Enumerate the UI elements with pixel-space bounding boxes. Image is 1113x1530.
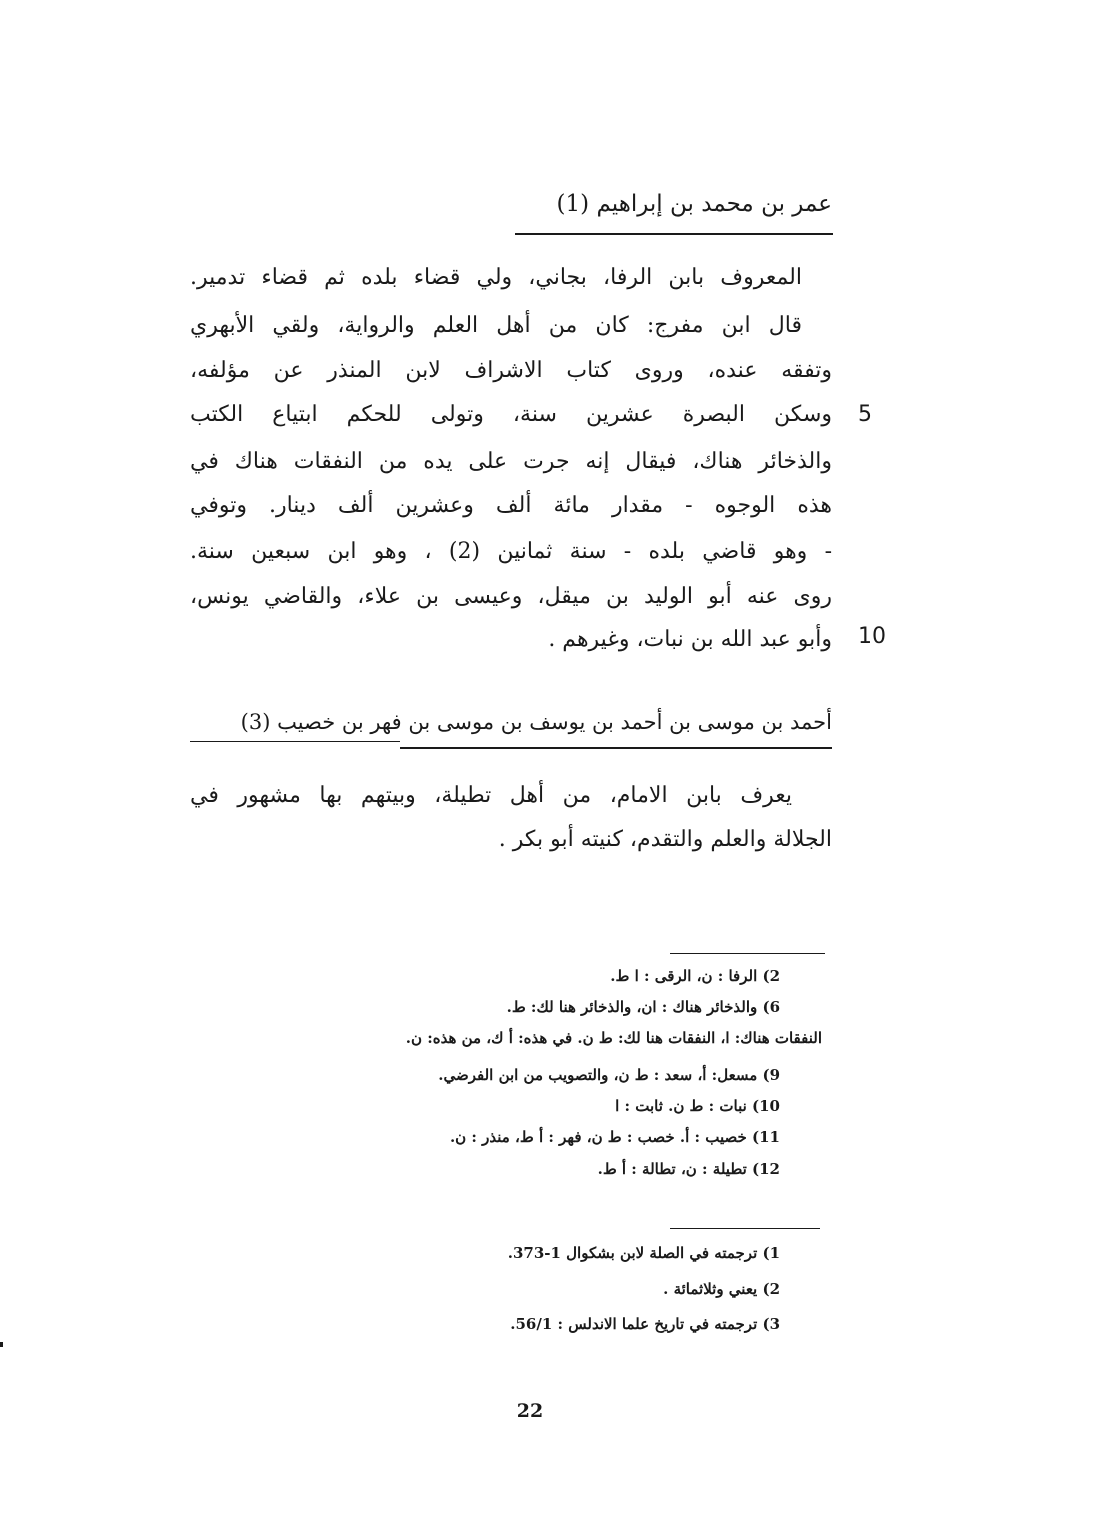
body-line: هذه الوجوه - مقدار مائة ألف وعشرين ألف دينار. وتوفي (190, 493, 832, 518)
body-line: قال ابن مفرج: كان من أهل العلم والرواية، ولقي الأبهري (190, 313, 802, 338)
entry-heading: أحمد بن موسى بن أحمد بن يوسف بن موسى بن فهر بن خصيب (3) (240, 710, 832, 734)
apparatus-note: النفقات هناك: ا، النفقات هنا لك: ط ن. في هذه: أ ك، من هذه: ن. (405, 1029, 822, 1047)
body-line: والذخائر هناك، فيقال إنه جرت على يده من النفقات هناك في (190, 449, 832, 474)
heading-underline (515, 233, 833, 235)
footnote: 1) ترجمته في الصلة لابن بشكوال 1-373. (507, 1244, 780, 1262)
apparatus-note: 10) نبات : ط ن. ثابت : ا (615, 1097, 780, 1115)
apparatus-note: 6) والذخائر هناك : ان، والذخائر هنا لك: ط. (506, 998, 780, 1016)
body-line: يعرف بابن الامام، من أهل تطيلة، وبيتهم بها مشهور في (190, 783, 792, 808)
body-line: - وهو قاضي بلده - سنة ثمانين (2) ، وهو ابن سبعين سنة. (190, 539, 833, 564)
page-number: 22 (516, 1400, 544, 1422)
footnote-separator (670, 1228, 820, 1229)
apparatus-note: 11) خصيب : أ. خصب : ط ن، فهر : أ ط، منذر : ن. (449, 1128, 780, 1146)
body-line: المعروف بابن الرفا، بجاني، ولي قضاء بلده ثم قضاء تدمير. (190, 265, 802, 290)
line-number: 10 (858, 624, 886, 649)
apparatus-note: 12) تطيلة : ن، تطالة : أ ط. (597, 1160, 780, 1178)
scan-speck (0, 1342, 3, 1347)
footnote: 2) يعني وثلاثمائة . (663, 1280, 780, 1298)
apparatus-note: 9) مسعل: أ، سعد : ط ن، والتصويب من ابن الفرضي. (438, 1066, 780, 1084)
entry-heading: عمر بن محمد بن إبراهيم (1) (556, 191, 832, 217)
heading-underline (400, 747, 832, 749)
apparatus-note: 2) الرفا : ن، الرقى : ا ط. (610, 967, 780, 985)
body-line: الجلالة والعلم والتقدم، كنيته أبو بكر . (498, 827, 832, 852)
heading-underline-extension (190, 741, 400, 742)
footnote-separator (670, 953, 825, 954)
body-line: وأبو عبد الله بن نبات، وغيرهم . (548, 627, 832, 652)
body-line: وسكن البصرة عشرين سنة، وتولى للحكم ابتياع الكتب (190, 402, 832, 427)
body-line: روى عنه أبو الوليد بن ميقل، وعيسى بن علاء، والقاضي يونس، (190, 584, 832, 609)
line-number: 5 (858, 402, 872, 427)
body-line: وتفقه عنده، وروى كتاب الاشراف لابن المنذر عن مؤلفه، (190, 358, 832, 383)
footnote: 3) ترجمته في تاريخ علما الاندلس : 56/1. (510, 1315, 780, 1333)
